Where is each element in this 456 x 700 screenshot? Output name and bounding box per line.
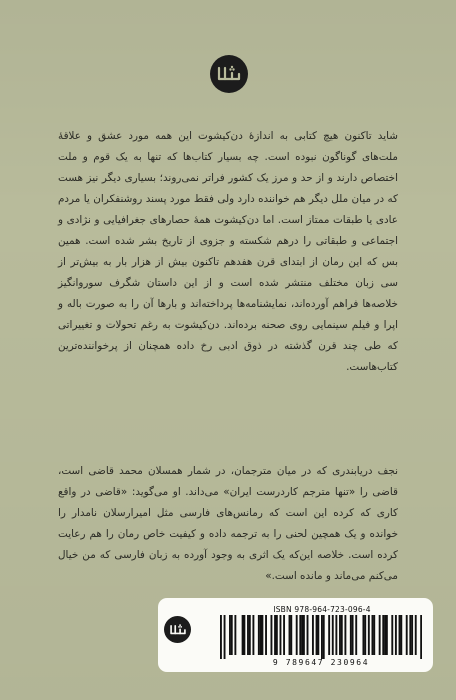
isbn-label: ISBN 978-964-723-096-4: [273, 605, 371, 614]
publisher-logo-small-glyph: [169, 623, 187, 637]
isbn-barcode-panel: [158, 598, 433, 672]
description-paragraph-1: شاید تاکنون هیچ کتابی به اندازهٔ دن‌کیشوت این همه مورد عشق و علاقهٔ ملت‌های گوناگون نبوده است. چه بسیار کتاب‌ها که تنها به یک قوم و ملت اختصاص دارند و از حد و مرز یک کشور فراتر نمی‌روند؛ بسیاری دیگر نیز هست که در میان ملل دیگر هم خواننده دارد ولی فقط مورد پسند روشنفکران یا مردم عادی یا طبقات ممتاز است. اما دن‌کیشوت همهٔ حصارهای جغرافیایی و نژادی و اجتماعی و طبقاتی را درهم شکسته و جزوی از تاریخ بشر شده است. همین بس که این رمان از ابتدای قرن هفدهم تاکنون بیش از هزار بار به بیش‌تر از سی زبان مختلف منتشر شده است و از این داستان شگرف سوروانگیز خلاصه‌ها فراهم آورده‌اند، نمایشنامه‌ها پرداخته‌اند و بارها آن را به صورت باله و اپرا و فیلم سینمایی روی صحنه برده‌اند. دن‌کیشوت به رغم تحولات و تغییراتی که طی چند قرن گذشته در ذوق ادبی رخ داده همچنان از پرخواننده‌ترین کتاب‌هاست.: [58, 130, 398, 373]
barcode-digits: 9 789647 230964: [272, 658, 370, 667]
barcode-bars: [220, 615, 422, 659]
publisher-logo-icon: [210, 55, 248, 93]
translator-note-paragraph: نجف دریابندری که در میان مترجمان، در شمار همسلان محمد قاضی است، قاضی را «تنها مترجم کاردرست ایران» می‌داند. او می‌گوید: «قاضی در واقع کاری که کرده این است که رمانس‌های فارسی مثل امیرارسلان نامدار را خوانده و یک همچین لحنی را به ترجمه داده و کیفیت خاص رمان را هم رعایت کرده است. خلاصه این‌که یک اثری به وجود آورده به زبان فارسی که من خیال می‌کنم می‌ماند و مانده است.»: [58, 465, 398, 582]
publisher-logo-small-icon: [164, 616, 191, 643]
publisher-logo-glyph: [216, 64, 242, 84]
